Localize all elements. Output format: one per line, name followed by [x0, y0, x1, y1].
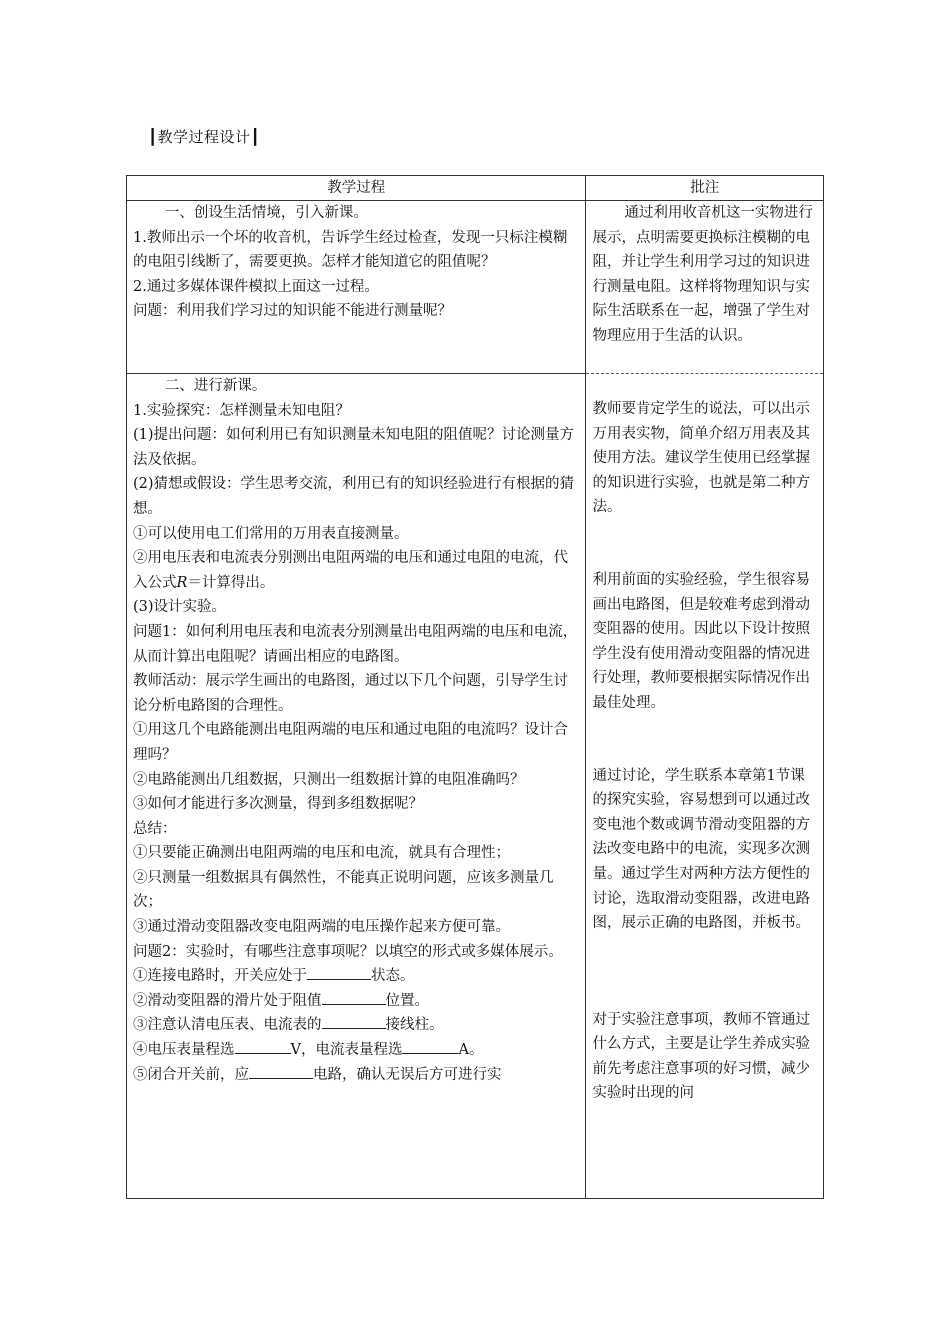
formula-variable: R [176, 574, 188, 591]
fill-blank-line [133, 1063, 579, 1088]
process-line: (3)设计实验。 [133, 599, 227, 616]
process-line: ①可以使用电工们常用的万用表直接测量。 [133, 525, 409, 542]
spacer [592, 936, 817, 1008]
header-notes: 批注 [586, 176, 824, 201]
note-cell-newlesson [586, 374, 824, 1199]
blank-suffix: 位置。 [385, 992, 429, 1009]
blank-prefix: ②滑动变阻器的滑片处于阻值 [133, 992, 322, 1009]
blank-underline [322, 1014, 386, 1029]
table-row-newlesson [127, 374, 824, 1199]
process-line: 1.教师出示一个坏的收音机，告诉学生经过检查，发现一只标注模糊的电阻引线断了，需要更换。怎样才能知道它的阻值呢？ [133, 229, 568, 271]
fill-blank-line [133, 1013, 579, 1038]
formula-text-a: ②用电压表和电流表分别测出电阻两端的电压和通过电阻的电流，代入公式 [133, 550, 568, 591]
blank-prefix: ③注意认清电压表、电流表的 [133, 1017, 322, 1034]
blank-underline [402, 1039, 458, 1054]
blank-prefix: ①连接电路时，开关应处于 [133, 968, 307, 985]
process-line: (2)猜想或假设：学生思考交流，利用已有的知识经验进行有根据的猜想。 [133, 476, 575, 517]
blank-suffix: A。 [458, 1042, 484, 1059]
process-line: 1.实验探究：怎样测量未知电阻？ [133, 402, 350, 419]
process-line: ③如何才能进行多次测量，得到多组数据呢？ [133, 796, 423, 813]
table-row-intro [127, 201, 824, 374]
spacer [592, 716, 817, 764]
section-title [148, 126, 260, 148]
process-line: 问题1：如何利用电压表和电流表分别测量出电阻两端的电压和电流，从而计算出电阻呢？请画出相应的电路图。 [133, 623, 578, 665]
note-text: 通过讨论，学生联系本章第1节课的探究实验，容易想到可以通过改变电池个数或调节滑动变阻器的方法改变电路中的电流，实现多次测量。通过学生对两种方法方便性的讨论，选取滑动变阻器，改进电路图，展示正确的电路图，并板书。 [592, 767, 810, 932]
process-line: 问题：利用我们学习过的知识能不能进行测量呢？ [133, 303, 452, 320]
lesson-table [126, 175, 824, 1199]
process-line: 教师活动：展示学生画出的电路图，通过以下几个问题，引导学生讨论分析电路图的合理性。 [133, 673, 568, 714]
title-bar-left: ┃ [148, 128, 158, 146]
blank-prefix: ④电压表量程选 [133, 1042, 235, 1059]
process-line: ②电路能测出几组数据，只测出一组数据计算的电阻准确吗？ [133, 771, 525, 788]
note-cell-intro [586, 201, 824, 374]
note-text: 对于实验注意事项，教师不管通过什么方式，主要是让学生养成实验前先考虑注意事项的好习惯，减少实验时出现的问 [592, 1011, 810, 1102]
process-line: 一、创设生活情境，引入新课。 [164, 205, 368, 221]
fill-blank-line [133, 1038, 579, 1063]
fill-blank-line [133, 989, 579, 1014]
process-line: ①用这几个电路能测出电阻两端的电压和通过电阻的电流吗？设计合理吗？ [133, 722, 568, 763]
blank-underline [249, 1064, 313, 1079]
process-cell-intro [127, 201, 586, 374]
process-line: 二、进行新课。 [164, 378, 267, 394]
process-line: 总结： [133, 820, 177, 837]
process-line: ①只要能正确测出电阻两端的电压和电流，就具有合理性； [133, 845, 510, 862]
blank-suffix: 状态。 [371, 968, 415, 985]
spacer [592, 374, 817, 397]
section-title-text: 教学过程设计 [157, 128, 251, 146]
header-process: 教学过程 [127, 176, 586, 201]
fill-blank-line [133, 964, 579, 989]
blank-suffix: 接线柱。 [385, 1017, 444, 1034]
process-line [133, 546, 579, 595]
process-line: (1)提出问题：如何利用已有知识测量未知电阻的阻值呢？讨论测量方法及依据。 [133, 427, 575, 468]
spacer [592, 520, 817, 568]
blank-prefix: ⑤闭合开关前，应 [133, 1066, 249, 1083]
note-text: 通过利用收音机这一实物进行展示，点明需要更换标注模糊的电阻，并让学生利用学习过的知识进行测量电阻。这样将物理知识与实际生活联系在一起，增强了学生对物理应用于生活的认识。 [592, 205, 813, 344]
note-text: 教师要肯定学生的说法，可以出示万用表实物，简单介绍万用表及其使用方法。建议学生使用已经掌握的知识进行实验，也就是第二种方法。 [592, 401, 810, 516]
blank-middle: V，电流表量程选 [290, 1042, 403, 1059]
process-line: ②只测量一组数据具有偶然性，不能真正说明问题，应该多测量几次； [133, 869, 554, 911]
blank-underline [322, 990, 386, 1005]
blank-suffix: 电路，确认无误后方可进行实 [313, 1066, 502, 1083]
table-header-row [127, 176, 824, 201]
blank-underline [235, 1039, 291, 1054]
note-text: 利用前面的实验经验，学生很容易画出电路图，但是较难考虑到滑动变阻器的使用。因此以下设计按照学生没有使用滑动变阻器的情况进行处理，教师要根据实际情况作出最佳处理。 [592, 571, 810, 711]
process-cell-newlesson [127, 374, 586, 1199]
process-line: ③通过滑动变阻器改变电阻两端的电压操作起来方便可靠。 [133, 919, 510, 936]
formula-text-b: ＝计算得出。 [187, 574, 275, 591]
title-bar-right: ┃ [250, 128, 261, 146]
process-line: 问题2：实验时，有哪些注意事项呢？以填空的形式或多媒体展示。 [133, 943, 563, 960]
blank-underline [307, 965, 371, 980]
process-line: 2.通过多媒体课件模拟上面这一过程。 [133, 278, 379, 295]
